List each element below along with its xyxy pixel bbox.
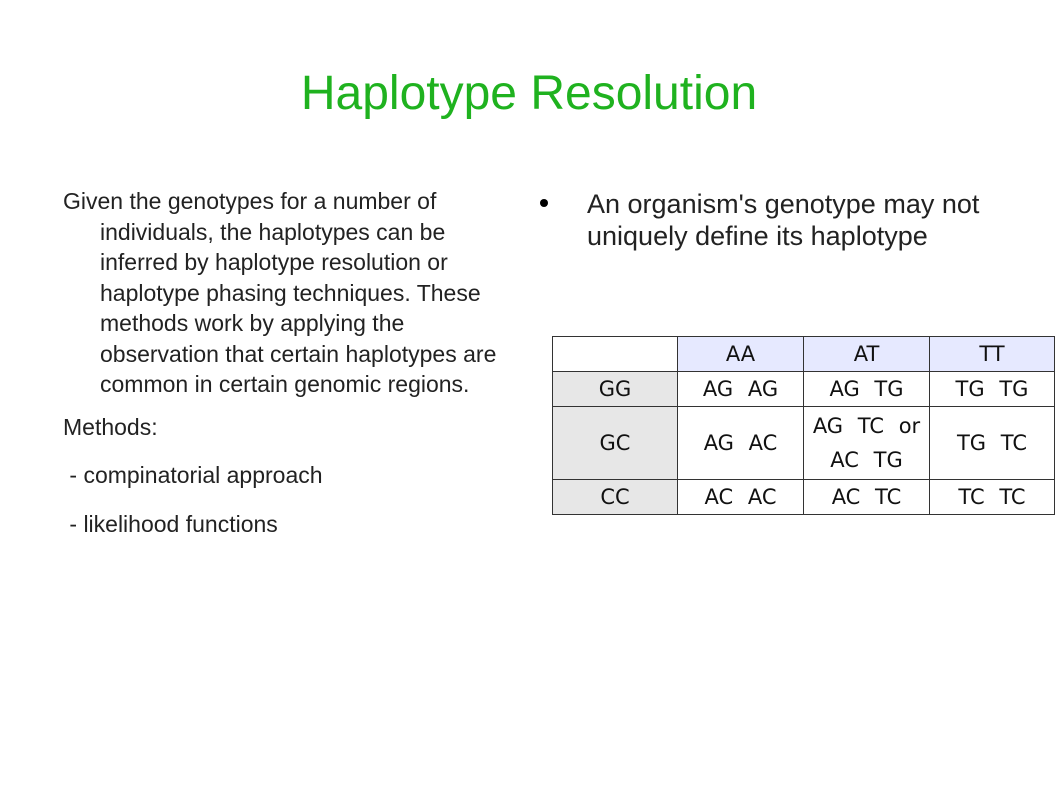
cell-line: AC TG <box>830 448 903 472</box>
table-row <box>553 480 1055 515</box>
genotype-haplotype-table <box>552 336 1055 515</box>
bullet-text: An organism's genotype may not uniquely define its haplotype <box>587 189 980 251</box>
method-item-combinatorial: - compinatorial approach <box>63 462 323 488</box>
row-header: CC <box>553 480 678 515</box>
table-row <box>553 372 1055 407</box>
table-row <box>553 407 1055 480</box>
row-header: GG <box>553 372 678 407</box>
intro-paragraph: Given the genotypes for a number of individuals, the haplotypes can be inferred by haplotype resolution or haplotype phasing techniques. These methods work by applying the observation that certain haplotypes are common in certain genomic regions. <box>63 188 497 397</box>
table-cell-multiline <box>804 407 930 480</box>
bullet-item <box>540 188 1020 252</box>
slide-title: Haplotype Resolution <box>300 67 758 120</box>
table-corner-cell <box>553 337 678 372</box>
method-item-likelihood: - likelihood functions <box>63 510 278 537</box>
table-cell: AC AC <box>678 480 804 515</box>
column-header: AT <box>804 337 930 372</box>
row-header: GC <box>553 407 678 480</box>
table-cell: AG TG <box>804 372 930 407</box>
table-header-row <box>553 337 1055 372</box>
table-cell: AG AG <box>678 372 804 407</box>
left-text-column <box>63 186 518 539</box>
column-header: AA <box>678 337 804 372</box>
table-cell: AG AC <box>678 407 804 480</box>
table-cell: TG TC <box>930 407 1055 480</box>
cell-line: AG TC or <box>812 414 921 438</box>
bullet-dot-icon <box>540 199 548 207</box>
methods-label: Methods: <box>63 413 158 440</box>
table-cell: TG TG <box>930 372 1055 407</box>
right-bullet-column <box>540 188 1020 252</box>
column-header: TT <box>930 337 1055 372</box>
table-cell: TC TC <box>930 480 1055 515</box>
table-cell: AC TC <box>804 480 930 515</box>
